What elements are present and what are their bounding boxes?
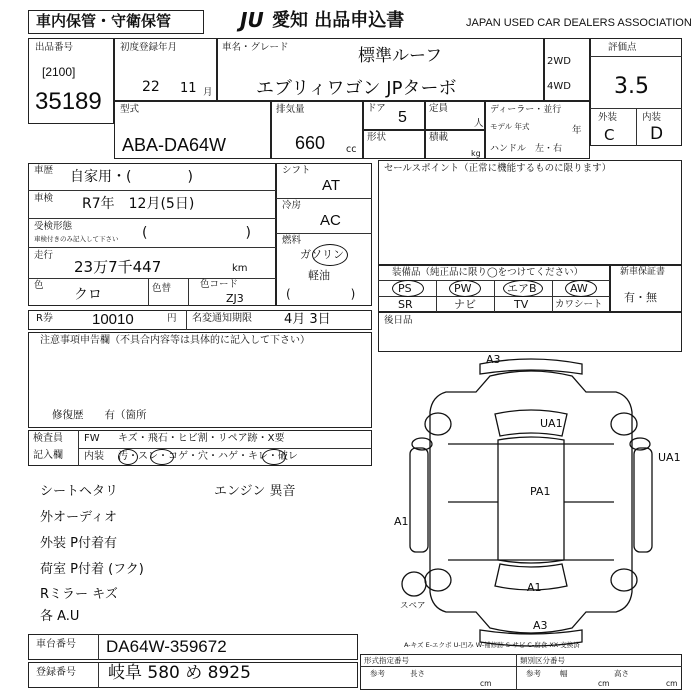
score-label: 評価点 (608, 42, 637, 53)
color-label: 色 (34, 280, 44, 291)
equip-pw-circle (449, 280, 481, 297)
history-label: 車歴 (34, 165, 54, 176)
color-code-label: 色コード (200, 279, 239, 290)
drive-4wd: 4WD (547, 81, 571, 92)
chassis-number: DA64W-359672 (106, 637, 227, 656)
load-unit: kg (471, 149, 481, 158)
door-count: 5 (398, 109, 407, 126)
spec-number-label: 形式指定番号 (364, 656, 409, 665)
note-mirror-scratch: Rミラー キズ (40, 587, 118, 602)
length-unit: cm (480, 679, 492, 688)
interior-label: 内装 (84, 451, 104, 462)
receipt-note: 車検付きのみ記入して下さい (34, 235, 119, 243)
cc-unit: cc (346, 144, 357, 155)
color-value: クロ (74, 287, 102, 303)
equip-pw: PW (454, 282, 472, 295)
exterior-grade-label: 外装 (598, 112, 618, 123)
seats-label: 定員 (429, 103, 449, 114)
equip-ps-circle (392, 280, 424, 297)
note-engine-noise: エンジン 異音 (214, 484, 296, 499)
lot-prefix: [2100] (42, 65, 76, 79)
model-label: 型式 (120, 104, 140, 115)
interior-grade-label: 内装 (642, 112, 662, 123)
car-name-label: 車名・グレード (222, 42, 289, 53)
first-reg-year: 22 (142, 79, 160, 95)
plate-label: 登録番号 (36, 667, 76, 678)
fuel-paren: ( ) (286, 287, 356, 301)
height-label: 高さ (614, 669, 629, 678)
sales-point-box (378, 160, 682, 265)
inspector-label-1: 検査員 (33, 433, 63, 444)
spare-label: スペア (400, 601, 426, 611)
equip-tv: TV (514, 298, 529, 311)
width-unit: cm (598, 679, 610, 688)
warranty-options: 有・無 (624, 291, 657, 304)
notes-label: 注意事項申告欄（不具合内容等は具体的に記入して下さい） (40, 335, 310, 346)
seats-unit: 人 (474, 118, 484, 129)
name-change-value: 4月 3日 (284, 312, 331, 327)
height-unit: cm (666, 679, 678, 688)
month-unit: 月 (203, 87, 213, 98)
dealer-label: ディーラー・並行 (490, 105, 562, 115)
fuel-gasoline-circle (312, 244, 348, 266)
history-value: 自家用・( ) (70, 169, 193, 185)
first-reg-label: 初度登録年月 (120, 42, 178, 53)
width-label: 幅 (560, 669, 568, 678)
fw-label: FW (84, 433, 100, 444)
note-exterior-paint: 外装 P付着有 (40, 536, 117, 551)
warranty-label: 新車保証書 (620, 267, 666, 277)
spec-reference-label: 参考 (370, 669, 385, 678)
ju-logo: JU (240, 8, 264, 32)
peel-circle (262, 449, 286, 465)
note-cargo-paint: 荷室 P付着 (フク) (40, 562, 144, 577)
plate-number: 岐阜 580 め 8925 (108, 663, 251, 683)
interior-items: 汚・スレ・コゲ・穴・ハゲ・キレ・破レ (118, 451, 298, 462)
shift-label: シフト (282, 165, 311, 176)
storage-badge-text: 車内保管・守衛保管 (36, 12, 172, 30)
fw-items: キズ・飛石・ヒビ割・リペア跡・X要 (118, 433, 285, 444)
equip-airbag: エアB (507, 282, 537, 295)
wear-circle (150, 449, 174, 465)
note-seat-wear: シートヘタリ (40, 484, 119, 499)
association-name: JAPAN USED CAR DEALERS ASSOCIATION (466, 17, 692, 29)
inspector-label-2: 記入欄 (33, 450, 63, 461)
damage-mark-right-side: A1 (394, 515, 409, 528)
damage-mark-rear: A3 (533, 619, 548, 632)
sales-point-label: セールスポイント（正常に機能するものに限ります） (384, 163, 612, 174)
recycle-unit: 円 (167, 313, 177, 324)
damage-mark-left-side: UA1 (658, 451, 681, 464)
ac-value: AC (320, 212, 341, 229)
damage-legend: A-キズ E-エクボ U-凹み W-補修跡 S-サビ C-腐食 XX-交換済 (404, 641, 580, 649)
equip-navi: ナビ (454, 298, 476, 311)
recycle-value: 10010 (92, 311, 134, 328)
car-name: エブリィワゴン JPターボ (256, 78, 457, 99)
form-title: 愛知 出品申込書 (272, 10, 405, 31)
fuel-diesel: 軽油 (308, 269, 330, 282)
grade-roof: 標準ルーフ (358, 46, 443, 66)
score-value: 3.5 (614, 74, 649, 99)
door-label: ドア (367, 103, 386, 114)
mileage-value: 23万7千447 (74, 258, 162, 276)
receipt-label: 受検形態 (34, 221, 73, 232)
first-reg-month: 11 (180, 81, 197, 96)
color-change-label: 色替 (152, 283, 172, 294)
length-label: 長さ (410, 669, 425, 678)
shape-label: 形状 (367, 132, 387, 143)
lot-number: 35189 (35, 88, 102, 115)
exterior-grade: C (604, 126, 615, 144)
fuel-label: 燃料 (282, 235, 302, 246)
displacement-label: 排気量 (276, 104, 305, 115)
note-each-au: 各 A.U (40, 609, 80, 624)
recycle-label: R券 (36, 313, 53, 324)
after-items-label: 後日品 (384, 315, 413, 326)
inspection-value: R7年 12月(5日) (82, 196, 195, 212)
equip-leather: カワシート (555, 299, 603, 310)
name-change-label: 名変通知期限 (192, 313, 252, 324)
damage-mark-roof: PA1 (530, 485, 551, 498)
load-label: 積載 (429, 132, 449, 143)
chassis-label: 車台番号 (36, 639, 76, 650)
damage-mark-rear-glass: A1 (527, 581, 542, 594)
class-reference-label: 参考 (526, 669, 541, 678)
interior-grade: D (650, 124, 664, 144)
mileage-label: 走行 (34, 250, 54, 261)
shift-value: AT (322, 177, 341, 194)
model-code: ABA-DA64W (122, 135, 227, 155)
drive-2wd: 2WD (547, 56, 571, 67)
stain-circle (118, 449, 138, 465)
inspection-label: 車検 (34, 193, 54, 204)
equip-ps: PS (398, 282, 412, 295)
mileage-unit: km (232, 263, 248, 274)
model-year-label: モデル 年式 (490, 122, 530, 131)
ac-label: 冷房 (282, 200, 302, 211)
displacement: 660 (295, 133, 326, 153)
damage-mark-hood: UA1 (540, 417, 563, 430)
repair-history: 修復歴 有（箇所 (52, 409, 147, 421)
damage-mark-front: A3 (486, 353, 501, 366)
lot-number-label: 出品番号 (35, 42, 74, 53)
note-audio: 外オーディオ (40, 510, 117, 525)
equip-aw: AW (570, 282, 588, 295)
year-unit: 年 (572, 125, 582, 136)
color-code: ZJ3 (226, 292, 244, 305)
class-number-label: 類別区分番号 (520, 656, 565, 665)
equipment-label: 装備品（純正品に限り◯をつけてください） (392, 267, 584, 278)
equip-sr: SR (398, 298, 413, 311)
equip-aw-circle (565, 280, 597, 297)
handle-label: ハンドル 左・右 (490, 144, 563, 154)
equip-airbag-circle (503, 280, 543, 297)
after-items-box (378, 312, 682, 352)
fuel-gasoline: ガソリン (300, 248, 344, 261)
receipt-paren: ( ) (142, 225, 251, 241)
